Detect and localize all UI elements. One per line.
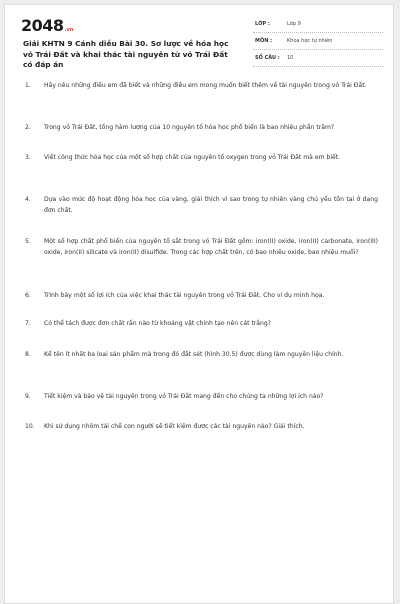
question-text: Dựa vào mức độ hoạt động hóa học của vàng, giải thích vì sao trong tự nhiên vàng chủ yếu tồn tại ở dạng đơn chất. <box>44 196 378 214</box>
meta-label-subject: MÔN : <box>255 38 273 44</box>
question-number: 9. <box>25 393 31 400</box>
question-text: Trình bày một số lợi ích của việc khai thác tài nguyên trong vỏ Trái Đất. Cho ví dụ minh họa. <box>44 292 325 299</box>
question-number: 2. <box>25 124 31 131</box>
meta-row-count <box>253 53 383 67</box>
question-number: 10. <box>25 423 35 430</box>
worksheet-page <box>4 4 394 604</box>
logo-domain: .vn <box>64 27 74 33</box>
question-number: 1. <box>25 82 31 89</box>
meta-value-count: 10 <box>287 55 294 61</box>
question-text: Viết công thức hóa học của một số hợp chất của nguyên tố oxygen trong vỏ Trái Đất mà em biết. <box>44 154 341 161</box>
question-text: Tiết kiệm và bảo vệ tài nguyên trong vỏ Trái Đất mang đến cho chúng ta những lợi ích nào? <box>44 393 324 400</box>
meta-value-subject: Khoa học tự nhiên <box>287 38 333 44</box>
meta-row-subject <box>253 36 383 50</box>
question-number: 8. <box>25 351 31 358</box>
worksheet-title: Giải KHTN 9 Cánh diều Bài 30. Sơ lược về hóa học vỏ Trái Đất và khai thác tài nguyên từ vỏ Trái Đất có đáp án <box>23 39 229 69</box>
question-number: 4. <box>25 196 31 203</box>
question-text: Kể tên ít nhất ba loại sản phẩm mà trong đó đất sét (hình 30.5) được dùng làm nguyên liệu chính. <box>44 351 344 358</box>
question-text: Hãy nêu những điều em đã biết và những điều em mong muốn biết thêm về tài nguyên trong vỏ Trái Đất. <box>44 82 367 89</box>
question-number: 6. <box>25 292 31 299</box>
question-number: 7. <box>25 320 31 327</box>
question-text: Một số hợp chất phổ biến của nguyên tố sắt trong vỏ Trái Đất gồm: iron(II) oxide, iron(II) carbonate, iron(III) oxide, iron(II) silicate và iron(II) disulfide. Trong các hợp chất trên, có bao nhiêu oxide, bao nhiêu muối? <box>44 238 378 256</box>
worksheet-header <box>5 5 395 69</box>
meta-label-count: SỐ CÂU : <box>255 55 280 61</box>
meta-value-grade: Lớp 9 <box>287 21 301 27</box>
question-number: 5. <box>25 238 31 245</box>
question-text: Trong vỏ Trái Đất, tổng hàm lượng của 10 nguyên tố hóa học phổ biến là bao nhiêu phần trăm? <box>44 124 335 131</box>
worksheet-meta <box>253 19 383 70</box>
logo-text: 2048 <box>21 16 64 35</box>
meta-label-grade: LỚP : <box>255 21 270 27</box>
site-logo[interactable] <box>21 16 73 36</box>
question-text: Khi sử dụng nhôm tái chế con người sẽ tiết kiệm được các tài nguyên nào? Giải thích. <box>44 423 305 430</box>
question-text: Có thể tách được đơn chất rắn nào từ khoáng vật chính tạo nên cát trắng? <box>44 320 271 327</box>
meta-row-grade <box>253 19 383 33</box>
question-number: 3. <box>25 154 31 161</box>
